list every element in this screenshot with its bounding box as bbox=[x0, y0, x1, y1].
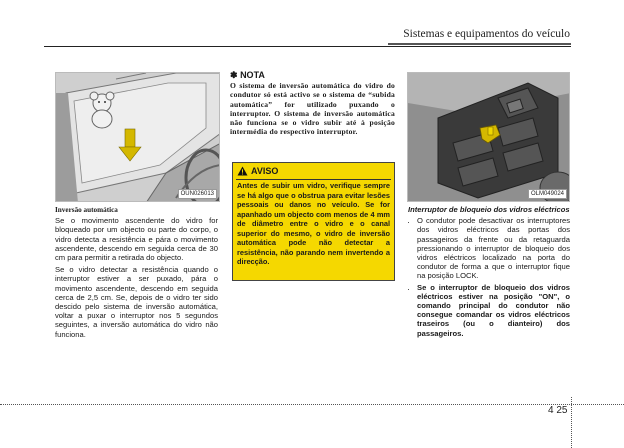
caption-window-lock: Interruptor de bloqueio dos vidros eléctricos bbox=[408, 205, 570, 214]
nota-text: O sistema de inversão automática do vidro do condutor só está activo se o sistema de “subida automática” for utilizado puxando o interruptor. O sistema de inversão automática não funciona se o vidro subir até à posição intermédia do respectivo interruptor. bbox=[230, 81, 395, 137]
figure-door-switch-panel bbox=[407, 72, 570, 202]
nota-block bbox=[230, 71, 395, 136]
header-accent-rule bbox=[388, 43, 571, 45]
asterisk-icon: ✽ bbox=[230, 70, 238, 80]
nota-heading bbox=[230, 71, 395, 80]
footer-vertical-rule bbox=[571, 397, 572, 448]
caption-auto-reverse: Inversão automática bbox=[55, 206, 118, 214]
paragraph-auto-reverse-2: Se o vidro detectar a resistência quando o interruptor estiver a ser puxado, pára o movimento ascendente, descendo em seguida cerca de 2,5 cm. Se, depois de o vidro ter sido descido pelo sistema de inversão automática, voltar a puxar o interruptor nos 5 segundos seguintes, a inversão automática do vidro não funciona. bbox=[55, 265, 218, 339]
aviso-heading bbox=[237, 166, 278, 176]
right-column bbox=[408, 205, 570, 340]
left-column bbox=[55, 206, 218, 342]
warning-triangle-icon bbox=[237, 166, 248, 176]
footer-dotted-rule bbox=[0, 404, 624, 405]
figure-window-interior bbox=[55, 72, 220, 202]
paragraph-auto-reverse-1: Se o movimento ascendente do vidro for bloqueado por um objecto ou parte do corpo, o vidro detecta a resistência e pára o movimento ascendente, descendo em seguida cerca de 30 cm para permitir a retirada do objecto. bbox=[55, 216, 218, 263]
list-item: • O condutor pode desactivar os interruptores dos vidros eléctricos das portas dos passageiros da frente ou da retaguarda pressionando o interruptor de bloqueio dos vidros eléctricos localizado na porta do condutor de forma a que o interruptor fique na posição LOCK. bbox=[417, 216, 570, 280]
aviso-title: AVISO bbox=[251, 166, 279, 176]
figure-code-left: OUN026013 bbox=[178, 189, 217, 199]
aviso-text: Antes de subir um vidro, verifique sempre se há algo que o obstrua para evitar lesões pessoais ou danos no veículo. Se for apanhado um objecto com menos de 4 mm de diâmetro entre o vidro e o canal superior do mesmo, o vidro de inversão automática pode não detectar a resistência, não parando nem invertendo a direcção. bbox=[237, 181, 390, 266]
aviso-divider bbox=[236, 179, 391, 180]
page-number: 4 25 bbox=[548, 405, 568, 416]
nota-title: NOTA bbox=[240, 70, 265, 80]
figure-code-right: OLM049024 bbox=[528, 189, 567, 199]
aviso-warning-box bbox=[232, 162, 395, 281]
page-header-title: Sistemas e equipamentos do veículo bbox=[403, 28, 570, 40]
list-item: • Se o interruptor de bloqueio dos vidros eléctricos estiver na posição "ON", o comando principal do condutor não consegue comandar os vidros eléctricos traseiros (ou o dianteiro) dos passageiros. bbox=[417, 283, 570, 338]
header-rule bbox=[44, 46, 571, 47]
window-lock-bullets bbox=[408, 216, 570, 338]
